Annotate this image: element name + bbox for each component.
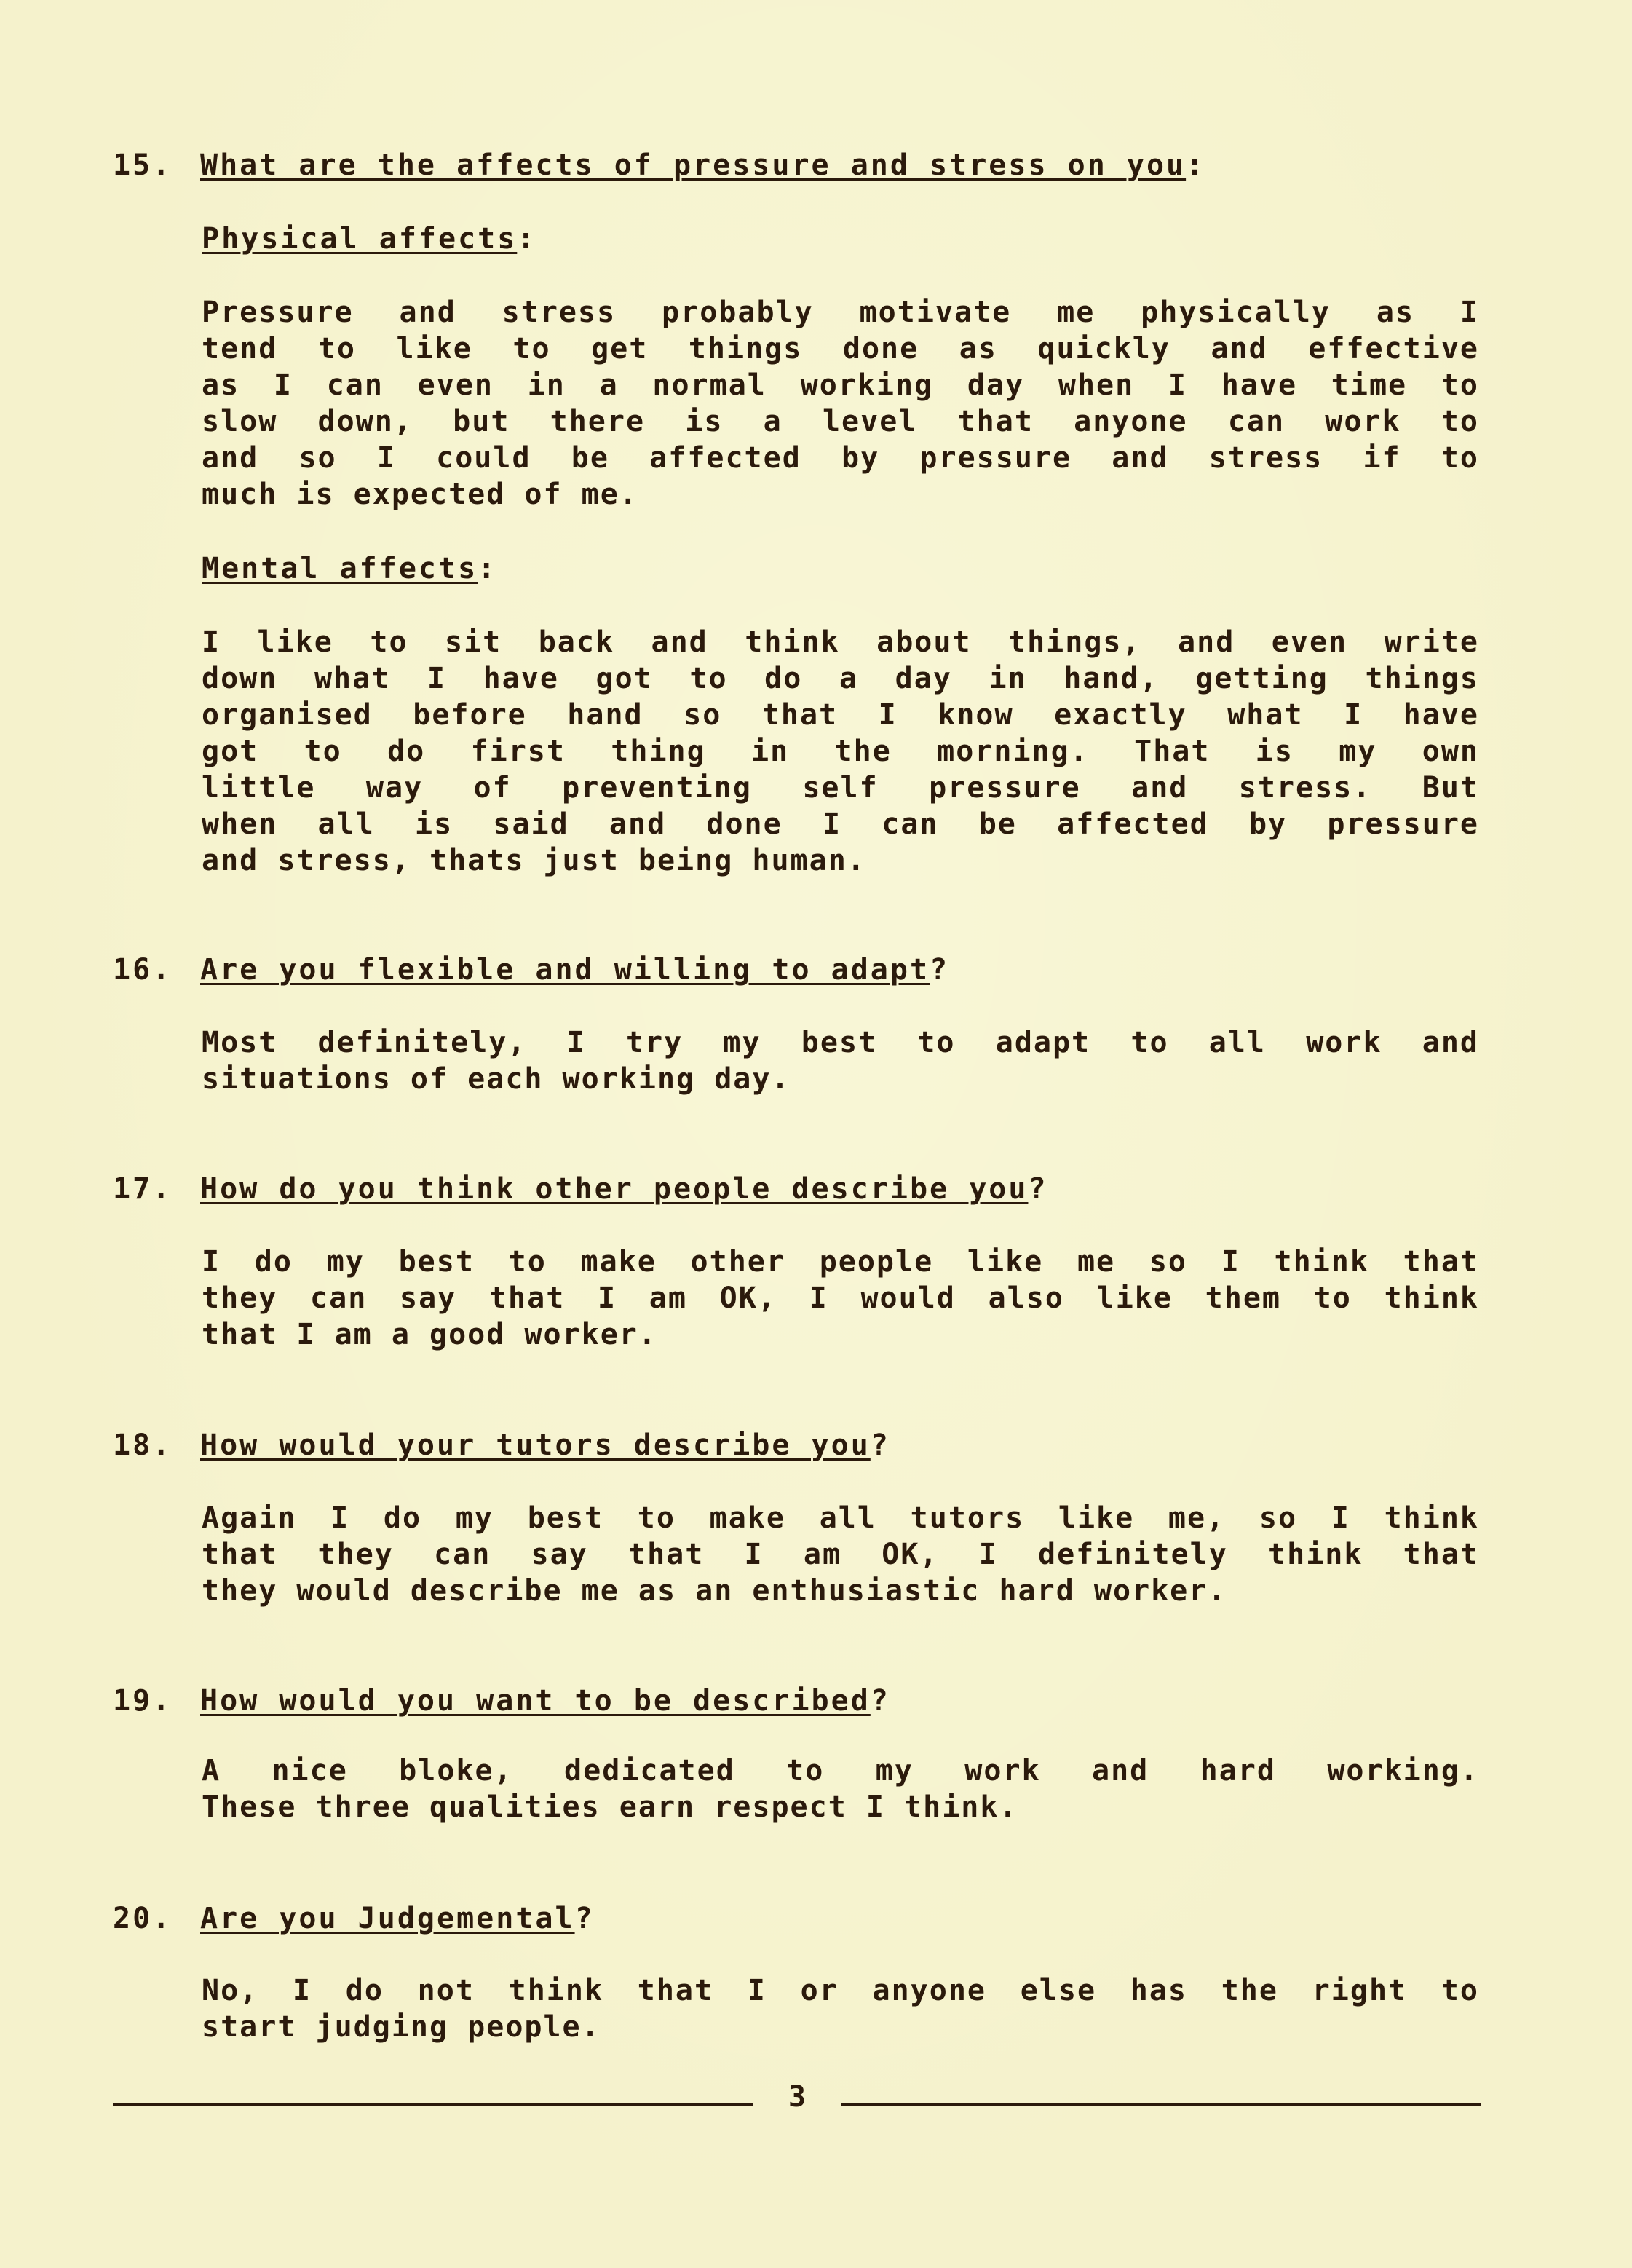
- question-number: 16.: [113, 953, 173, 987]
- answer-line: situations of each working day.: [202, 1062, 791, 1096]
- question-title: Are you flexible and willing to adapt: [200, 953, 930, 987]
- subheading-title: Mental affects: [202, 552, 478, 585]
- answer-line: Pressure and stress probably motivate me physically as I: [202, 296, 1479, 329]
- subheading-suffix: :: [517, 222, 537, 256]
- answer-mental-affects: [202, 624, 1479, 879]
- subheading-physical: [202, 221, 536, 257]
- answer-line: that they can say that I am OK, I definitely think that: [202, 1538, 1479, 1571]
- answer-line: A nice bloke, dedicated to my work and hard working.: [202, 1754, 1479, 1787]
- answer-line: down what I have got to do a day in hand, getting things: [202, 662, 1479, 695]
- page-number: 3: [788, 2080, 807, 2114]
- question-number: 18.: [113, 1429, 173, 1462]
- question-suffix: ?: [870, 1684, 890, 1718]
- answer-line: slow down, but there is a level that anyone can work to: [202, 405, 1479, 438]
- answer-line: organised before hand so that I know exactly what I have: [202, 698, 1479, 732]
- question-number: 17.: [113, 1172, 173, 1206]
- answer-line: These three qualities earn respect I think.: [202, 1790, 1018, 1824]
- question-title: How would your tutors describe you: [200, 1429, 871, 1462]
- subheading-title: Physical affects: [202, 222, 518, 256]
- question-suffix: ?: [1028, 1172, 1048, 1206]
- question-title: Are you Judgemental: [200, 1902, 575, 1935]
- question-suffix: :: [1186, 149, 1206, 182]
- answer-line: they can say that I am OK, I would also like them to think: [202, 1281, 1479, 1315]
- question-title: How would you want to be described: [200, 1684, 871, 1718]
- answer-20: [202, 1972, 1479, 2045]
- answer-19: [202, 1753, 1479, 1825]
- question-19: [113, 1683, 890, 1719]
- answer-line: Most definitely, I try my best to adapt to all work and: [202, 1026, 1479, 1059]
- page-footer: [113, 2079, 1481, 2115]
- answer-line: as I can even in a normal working day when I have time to: [202, 368, 1479, 402]
- answer-line: I like to sit back and think about things, and even write: [202, 625, 1479, 659]
- footer-rule-right: [841, 2103, 1481, 2106]
- answer-physical-affects: [202, 294, 1479, 513]
- question-number: 19.: [113, 1684, 173, 1718]
- answer-17: [202, 1244, 1479, 1353]
- question-16: [113, 952, 949, 988]
- answer-line: little way of preventing self pressure and stress. But: [202, 771, 1479, 805]
- answer-line: when all is said and done I can be affected by pressure: [202, 807, 1479, 841]
- question-suffix: ?: [870, 1429, 890, 1462]
- answer-line: they would describe me as an enthusiastic hard worker.: [202, 1574, 1227, 1608]
- question-18: [113, 1427, 890, 1463]
- answer-line: and so I could be affected by pressure and stress if to: [202, 441, 1479, 475]
- answer-line: tend to like to get things done as quickly and effective: [202, 332, 1479, 366]
- question-number: 20.: [113, 1902, 173, 1935]
- answer-16: [202, 1024, 1479, 1097]
- question-suffix: ?: [930, 953, 950, 987]
- answer-line: that I am a good worker.: [202, 1318, 657, 1351]
- question-17: [113, 1171, 1048, 1207]
- answer-line: No, I do not think that I or anyone else has the right to: [202, 1974, 1479, 2007]
- answer-line: I do my best to make other people like me so I think that: [202, 1245, 1479, 1279]
- answer-line: much is expected of me.: [202, 478, 638, 511]
- subheading-suffix: :: [478, 552, 498, 585]
- subheading-mental: [202, 550, 497, 587]
- question-suffix: ?: [574, 1902, 595, 1935]
- answer-18: [202, 1500, 1479, 1609]
- question-title: How do you think other people describe you: [200, 1172, 1029, 1206]
- question-title: What are the affects of pressure and stress on you: [200, 149, 1187, 182]
- answer-line: start judging people.: [202, 2010, 601, 2044]
- question-number: 15.: [113, 149, 173, 182]
- footer-rule-left: [113, 2103, 753, 2106]
- answer-line: Again I do my best to make all tutors like me, so I think: [202, 1501, 1479, 1535]
- question-20: [113, 1900, 595, 1937]
- answer-line: and stress, thats just being human.: [202, 844, 866, 877]
- answer-line: got to do first thing in the morning. That is my own: [202, 735, 1479, 768]
- question-15: [113, 147, 1205, 183]
